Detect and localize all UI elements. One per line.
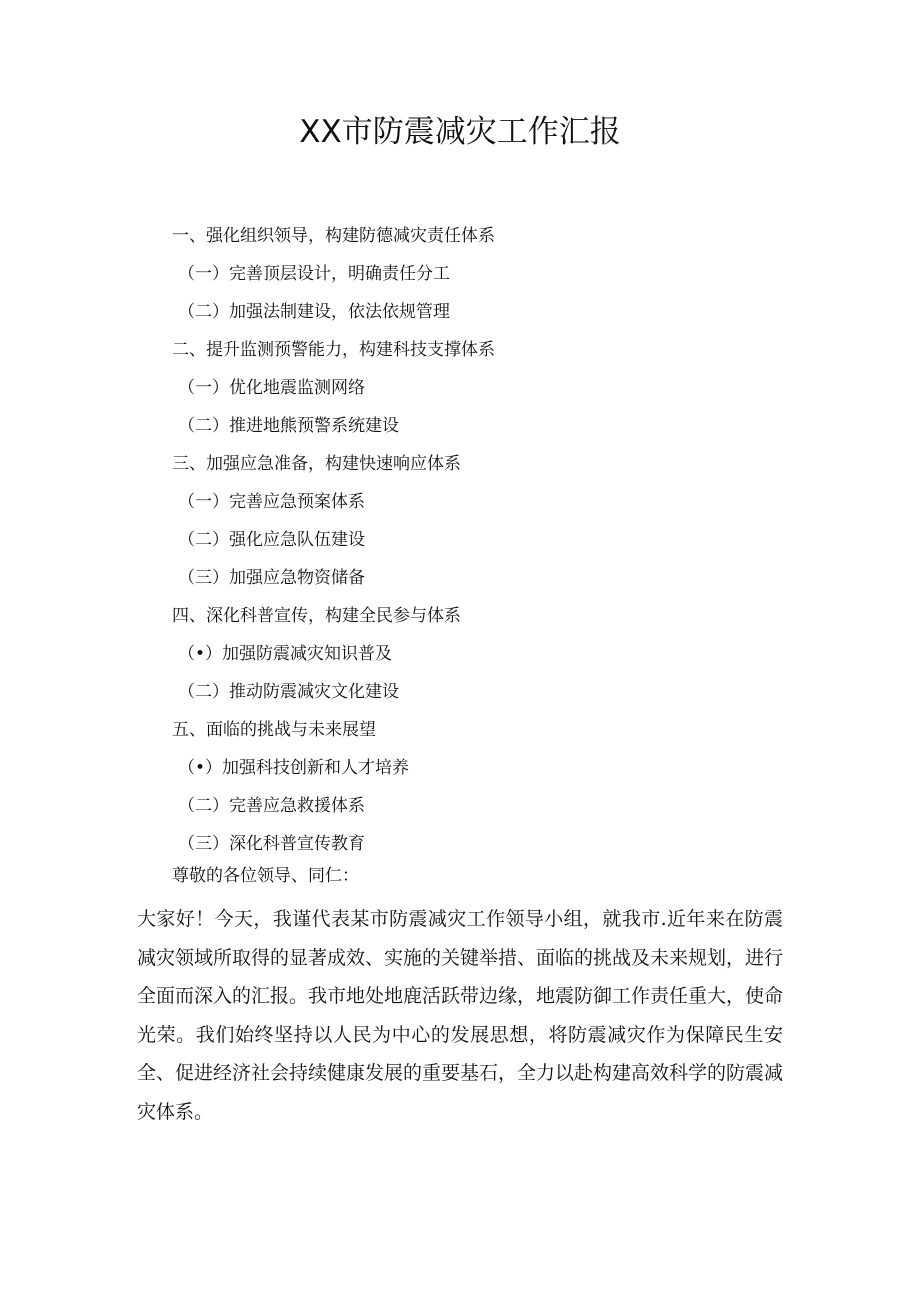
outline-list	[172, 217, 812, 863]
outline-subheading: （一）完善顶层设计，明确责任分工	[178, 264, 450, 284]
outline-subheading: （二）推进地熊预警系统建设	[178, 416, 399, 436]
outline-subheading: （一）完善应急预案体系	[178, 492, 365, 512]
outline-heading: 五、面临的挑战与未来展望	[172, 720, 376, 740]
outline-subheading: （三）加强应急物资储备	[178, 568, 365, 588]
outline-heading: 三、加强应急准备，构建快速响应体系	[172, 454, 461, 474]
outline-subheading: （二）加强法制建设，依法依规管理	[178, 302, 450, 322]
outline-subheading: （二）强化应急队伍建设	[178, 530, 365, 550]
outline-heading: 一、强化组织领导，构建防德减灾责任体系	[172, 226, 495, 246]
outline-subheading: （•）加强科技创新和人才培养	[178, 758, 410, 778]
outline-subheading: （•）加强防震减灾知识普及	[178, 644, 393, 664]
outline-subheading: （二）推动防震减灾文化建设	[178, 682, 399, 702]
outline-subheading: （三）深化科普宣传教育	[178, 834, 365, 854]
outline-subheading: （一）优化地震监测网络	[178, 378, 365, 398]
outline-heading: 四、深化科普宣传，构建全民参与体系	[172, 606, 461, 626]
outline-subheading: （二）完善应急救援体系	[178, 796, 365, 816]
body-paragraph: 大家好！今天，我谨代表某市防震减灾工作领导小组，就我市.近年来在防震减灾领域所取得的显著成效、实施的关键举措、面临的挑战及未来规划，进行全面而深入的汇报。我市地处地鹿活跃带边缘，地震防御工作责任重大，使命光荣。我们始终坚持以人民为中心的发展思想，将防震减灾作为保障民生安全、促进经济社会持续健康发展的重要基石，全力以赴构建高效科学的防震减灾体系。	[137, 908, 784, 1123]
outline-heading: 二、提升监测预警能力，构建科技支撑体系	[172, 340, 495, 360]
salutation: 尊敬的各位领导、同仁：	[172, 866, 359, 886]
document-title: XX市防震减灾工作汇报	[299, 114, 621, 150]
